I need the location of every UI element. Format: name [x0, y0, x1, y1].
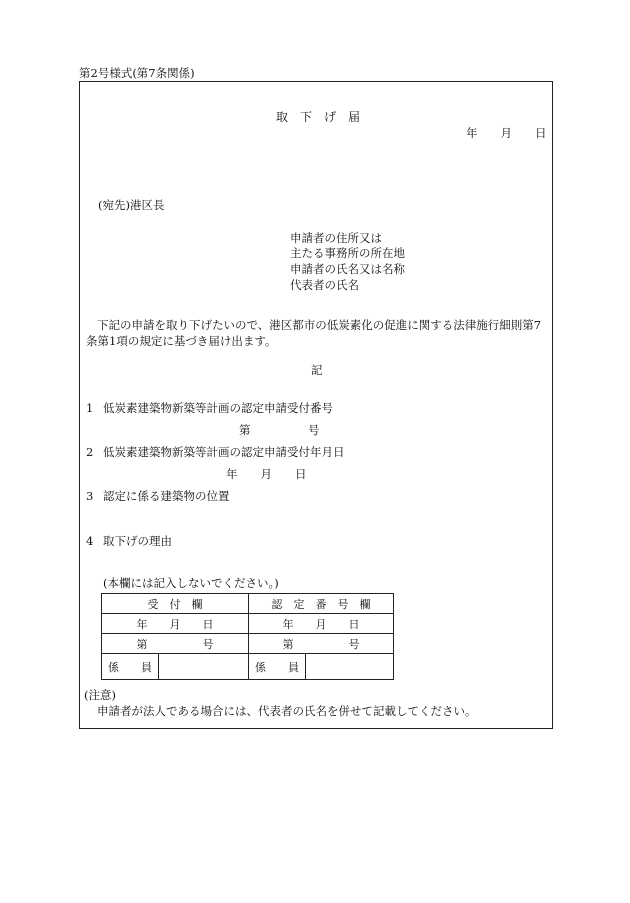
item-1-label: 低炭素建築物新築等計画の認定申請受付番号: [103, 401, 333, 415]
item-3-label: 認定に係る建築物の位置: [103, 489, 230, 503]
item-2-receipt-date: 年 月 日: [226, 467, 307, 481]
table-row: [102, 654, 394, 680]
body-text-line2: 条第1項の規定に基づき届け出ます。: [86, 334, 277, 348]
certification-clerk-signature: [306, 654, 394, 679]
table-row: [102, 614, 394, 634]
form-title: 取 下 げ 届: [276, 110, 361, 124]
certification-clerk-cell: [249, 654, 394, 680]
form-number: 第2号様式(第7条関係): [79, 66, 195, 80]
office-use-table: [101, 593, 394, 680]
body-text-line1: 下記の申請を取り下げたいので、港区都市の低炭素化の促進に関する法律施行細則第7: [97, 318, 542, 332]
addressee: (宛先)港区長: [98, 198, 165, 212]
notes-text: 申請者が法人である場合には、代表者の氏名を併せて記載してください。: [97, 704, 477, 718]
item-4-number: 4: [86, 534, 94, 548]
reception-number-cell: 第 号: [102, 634, 249, 654]
certification-date-cell: 年 月 日: [249, 614, 394, 634]
item-2-label: 低炭素建築物新築等計画の認定申請受付年月日: [103, 445, 345, 459]
certification-clerk-label: 係 員: [255, 660, 299, 674]
table-row: [102, 634, 394, 654]
ki-heading: 記: [311, 363, 323, 377]
reception-clerk-cell: [102, 654, 249, 680]
item-3-number: 3: [86, 489, 94, 503]
applicant-address-label: 申請者の住所又は: [290, 231, 382, 245]
applicant-office-label: 主たる事務所の所在地: [290, 246, 405, 260]
representative-name-label: 代表者の氏名: [290, 278, 359, 292]
reception-clerk-signature: [159, 654, 249, 679]
certification-number-column-header: 認 定 番 号 欄: [249, 594, 394, 614]
applicant-name-label: 申請者の氏名又は名称: [290, 262, 405, 276]
reception-clerk-label: 係 員: [108, 660, 152, 674]
item-4-label: 取下げの理由: [103, 534, 172, 548]
date-line: 年 月 日: [466, 126, 547, 140]
certification-number-cell: 第 号: [249, 634, 394, 654]
table-row: [102, 594, 394, 614]
reception-date-cell: 年 月 日: [102, 614, 249, 634]
reception-clerk-split: [102, 654, 248, 679]
certification-clerk-split: [249, 654, 393, 679]
notes-heading: (注意): [84, 688, 116, 702]
reception-column-header: 受 付 欄: [102, 594, 249, 614]
item-1-receipt-number: 第 号: [239, 423, 320, 437]
office-use-note: (本欄には記入しないでください。): [103, 576, 279, 590]
item-2-number: 2: [86, 445, 94, 459]
item-1-number: 1: [86, 401, 94, 415]
